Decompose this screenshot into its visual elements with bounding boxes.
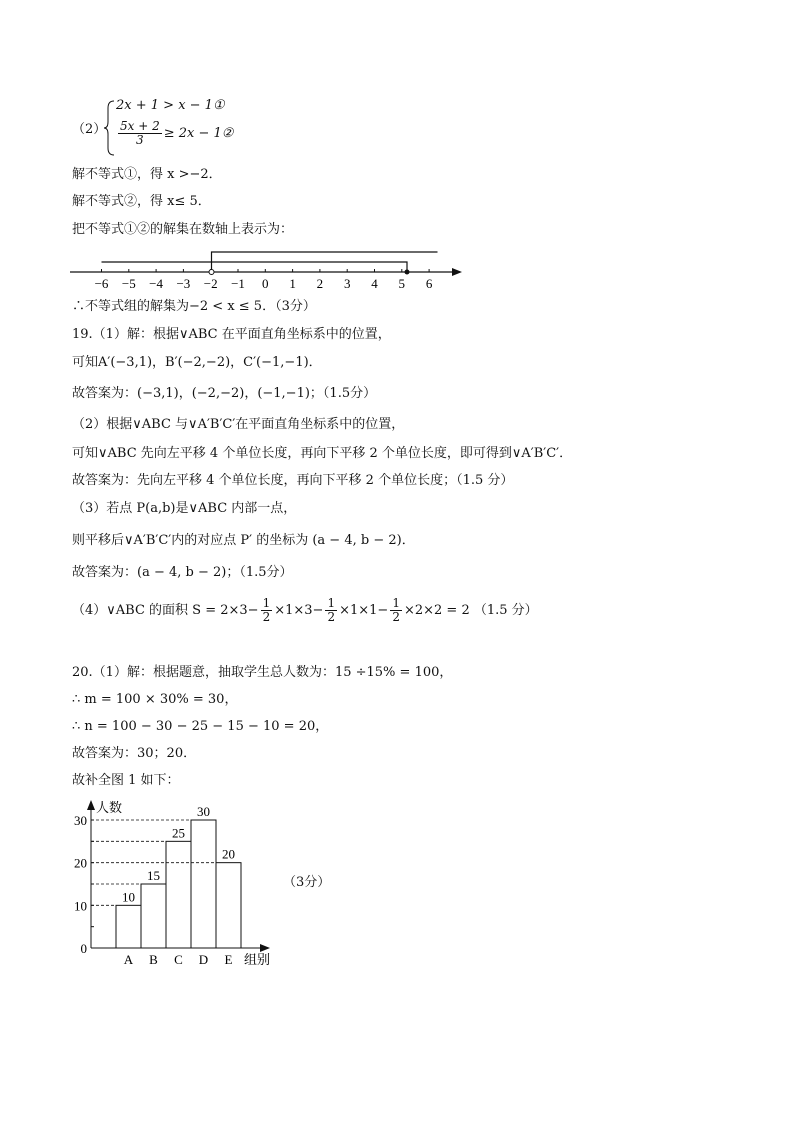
text-line: 故答案为：30；20． <box>72 746 197 761</box>
inequality-system <box>72 98 272 158</box>
bar-value-label: 20 <box>222 846 235 862</box>
category-label: D <box>198 952 209 967</box>
bar <box>191 820 216 948</box>
y-tick-label: 30 <box>74 813 87 828</box>
system-brace <box>104 100 116 156</box>
tick-label: −5 <box>121 276 136 291</box>
tick-label: 0 <box>262 276 269 291</box>
text-line: 则平移后∨A′B′C′内的对应点 P′ 的坐标为 (a − 4, b − 2)． <box>72 533 415 548</box>
bar <box>141 884 166 948</box>
tick-label: −1 <box>231 276 245 291</box>
tick-label: 1 <box>289 276 296 291</box>
text-line: （3）若点 P(a,b)是∨ABC 内部一点， <box>72 501 297 516</box>
category-label: E <box>224 952 233 967</box>
tick-label: 5 <box>398 276 406 291</box>
tick-label: 3 <box>343 276 351 291</box>
bar <box>216 863 241 948</box>
category-label: A <box>123 952 134 967</box>
y-tick-label: 0 <box>80 941 87 956</box>
tick-label: 6 <box>425 276 433 291</box>
bar <box>116 905 141 948</box>
bar-value-label: 15 <box>147 868 160 883</box>
text-line: ∴不等式组的解集为−2 < x ≤ 5．（3分） <box>72 299 316 314</box>
number-line <box>70 244 470 294</box>
tick-label: −4 <box>149 276 164 291</box>
area-line: （4）∨ABC 的面积 S = 2×3− $\frac{1}{2}$ ×1×3− $\frac{1}{2}$ ×1×1− $\frac{1}{2}$ ×2×2 = 2 （1.5 分） <box>72 596 538 624</box>
text-line: ∴ n = 100 − 30 − 25 − 15 − 10 = 20， <box>72 719 329 734</box>
text-line: 故答案为：(−3,1)，(−2,−2)，(−1,−1)；（1.5分） <box>72 386 377 401</box>
text-line: 把不等式①②的解集在数轴上表示为： <box>72 222 294 237</box>
tick-label: −3 <box>176 276 191 291</box>
system-label: （2） <box>72 122 107 137</box>
tick-label: −2 <box>203 276 218 291</box>
text-line: 故补全图 1 如下： <box>72 773 180 788</box>
x-axis-label: 组别 <box>244 952 271 967</box>
y-tick-label: 10 <box>74 898 87 914</box>
bar-value-label: 30 <box>197 804 210 819</box>
text-line: ∴ m = 100 × 30% = 30， <box>72 692 238 707</box>
bar-value-label: 10 <box>122 889 135 905</box>
frac-num: 5x + 2 <box>120 119 160 133</box>
bar-chart <box>68 798 288 973</box>
text-line: 可知∨ABC 先向左平移 4 个单位长度，再向下平移 2 个单位长度，即可得到∨A′B′C′． <box>72 446 573 461</box>
tick-label: 2 <box>316 276 324 291</box>
bar-value-label: 25 <box>172 825 185 841</box>
system-line-2-rest: ≥ 2x − 1② <box>163 126 234 141</box>
text-line: 可知A′(−3,1)，B′(−2,−2)，C′(−1,−1)． <box>72 355 322 370</box>
closed-point <box>405 270 410 275</box>
text-line: （2）根据∨ABC 与∨A′B′C′在平面直角坐标系中的位置， <box>72 417 405 432</box>
open-point <box>209 270 214 275</box>
text-line: 解不等式①，得 x >−2． <box>72 167 222 182</box>
tick-label: 4 <box>371 276 378 291</box>
system-line-2 <box>116 120 233 147</box>
text-line: 故答案为：先向左平移 4 个单位长度，再向下平移 2 个单位长度；（1.5 分） <box>72 473 514 488</box>
bar <box>166 841 191 948</box>
text-line: 20.（1）解：根据题意，抽取学生总人数为：15 ÷15% = 100， <box>72 665 453 680</box>
text-line: 故答案为：(a − 4, b − 2)；（1.5分） <box>72 565 293 580</box>
y-tick-label: 20 <box>74 855 87 871</box>
category-label: C <box>174 952 183 967</box>
y-axis-label: 人数 <box>96 800 123 815</box>
frac-den: 3 <box>136 133 144 147</box>
category-label: B <box>149 952 158 967</box>
text-line: 解不等式②，得 x≤ 5． <box>72 194 211 209</box>
tick-label: −6 <box>94 276 109 291</box>
score-note: （3分） <box>283 875 331 890</box>
system-line-1: 2x + 1 > x − 1① <box>116 98 225 113</box>
text-line: 19.（1）解：根据∨ABC 在平面直角坐标系中的位置， <box>72 327 391 342</box>
